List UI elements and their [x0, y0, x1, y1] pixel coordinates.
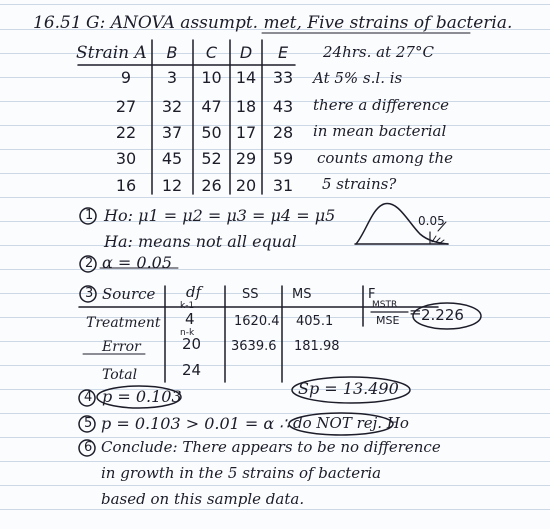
- anova-header-ss: SS: [242, 287, 259, 302]
- table-cell: 31: [272, 176, 294, 195]
- table-cell: 29: [235, 149, 257, 168]
- f-statistic-value: 2.226: [421, 306, 464, 324]
- table-cell: 50: [201, 123, 222, 142]
- step-2-marker: 2: [85, 256, 94, 271]
- table-header-d: D: [239, 43, 253, 62]
- side-note-line: there a difference: [313, 96, 449, 114]
- table-header-strain-a: Strain A: [76, 43, 147, 63]
- f-formula-denominator: MSE: [376, 314, 400, 327]
- table-cell: 33: [272, 68, 294, 87]
- table-cell: 27: [115, 97, 137, 116]
- table-cell: 30: [115, 149, 137, 168]
- table-cell: 22: [115, 123, 137, 142]
- anova-row-total-source: Total: [102, 367, 138, 383]
- side-note-line: counts among the: [317, 149, 454, 167]
- anova-header-df: df: [186, 283, 202, 301]
- side-note-line: in mean bacterial: [313, 122, 447, 140]
- df-note-treatment: k-1: [180, 301, 195, 311]
- side-note-line: 5 strains?: [322, 175, 397, 193]
- table-cell: 14: [235, 68, 257, 87]
- table-cell: 47: [201, 97, 222, 116]
- table-cell: 32: [161, 97, 183, 116]
- p-value: p = 0.103: [102, 387, 182, 406]
- table-cell: 26: [201, 176, 222, 195]
- p-alpha-comparison: p = 0.103 > 0.01 = α ∴: [101, 414, 290, 433]
- problem-number: 16.51: [33, 13, 82, 33]
- conclusion-line-1: Conclude: There appears to be no difference: [101, 438, 441, 456]
- table-cell: 16: [115, 176, 137, 195]
- anova-row-error-source: Error: [102, 339, 141, 355]
- table-cell: 12: [161, 176, 183, 195]
- anova-row-treatment-ms: 405.1: [296, 314, 334, 329]
- table-header-c: C: [205, 43, 218, 62]
- conclusion-line-2: in growth in the 5 strains of bacteria: [101, 464, 382, 482]
- anova-header-ms: MS: [292, 287, 312, 302]
- anova-row-error-ms: 181.98: [294, 339, 340, 354]
- anova-row-error-ss: 3639.6: [231, 339, 277, 354]
- table-cell: 18: [235, 97, 257, 116]
- anova-row-treatment-source: Treatment: [86, 315, 161, 331]
- table-cell: 10: [201, 68, 222, 87]
- step-3-marker: 3: [85, 286, 94, 301]
- table-cell: 43: [272, 97, 294, 116]
- significance-level: α = 0.05: [102, 253, 173, 272]
- step-1-marker: 1: [85, 208, 94, 223]
- table-cell: 20: [235, 176, 257, 195]
- table-cell: 17: [235, 123, 257, 142]
- table-cell: 28: [272, 123, 294, 142]
- f-formula-numerator: MSTR: [372, 300, 398, 310]
- conclusion-line-3: based on this sample data.: [101, 490, 305, 508]
- f-equals: =: [409, 303, 422, 321]
- null-hypothesis: Ho: μ1 = μ2 = μ3 = μ4 = μ5: [104, 206, 336, 225]
- table-cell: 9: [120, 68, 132, 87]
- table-cell: 37: [161, 123, 183, 142]
- anova-row-error-df: 20: [182, 335, 202, 353]
- anova-row-treatment-df: 4: [185, 310, 195, 328]
- side-note-line: At 5% s.l. is: [313, 69, 403, 87]
- alternative-hypothesis: Ha: means not all equal: [104, 232, 297, 251]
- table-cell: 52: [201, 149, 222, 168]
- table-header-e: E: [277, 43, 289, 62]
- anova-row-total-df: 24: [182, 361, 202, 379]
- step-4-marker: 4: [84, 390, 93, 405]
- anova-header-f: F: [368, 287, 376, 302]
- anova-header-source: Source: [102, 285, 156, 303]
- table-cell: 59: [272, 149, 294, 168]
- step-6-marker: 6: [84, 440, 93, 455]
- curve-alpha-label: 0.05: [418, 214, 445, 228]
- problem-title: G: ANOVA assumpt. met, Five strains of bacteria.: [86, 13, 513, 33]
- table-cell: 45: [161, 149, 183, 168]
- table-header-b: B: [166, 43, 178, 62]
- pooled-sd: Sp = 13.490: [298, 379, 399, 398]
- df-note-error: n-k: [180, 328, 195, 338]
- side-note-line: 24hrs. at 27°C: [323, 43, 434, 61]
- table-cell: 3: [166, 68, 178, 87]
- step-5-marker: 5: [84, 416, 93, 431]
- test-decision: do NOT rej. Ho: [293, 414, 409, 432]
- anova-row-treatment-ss: 1620.4: [234, 314, 280, 329]
